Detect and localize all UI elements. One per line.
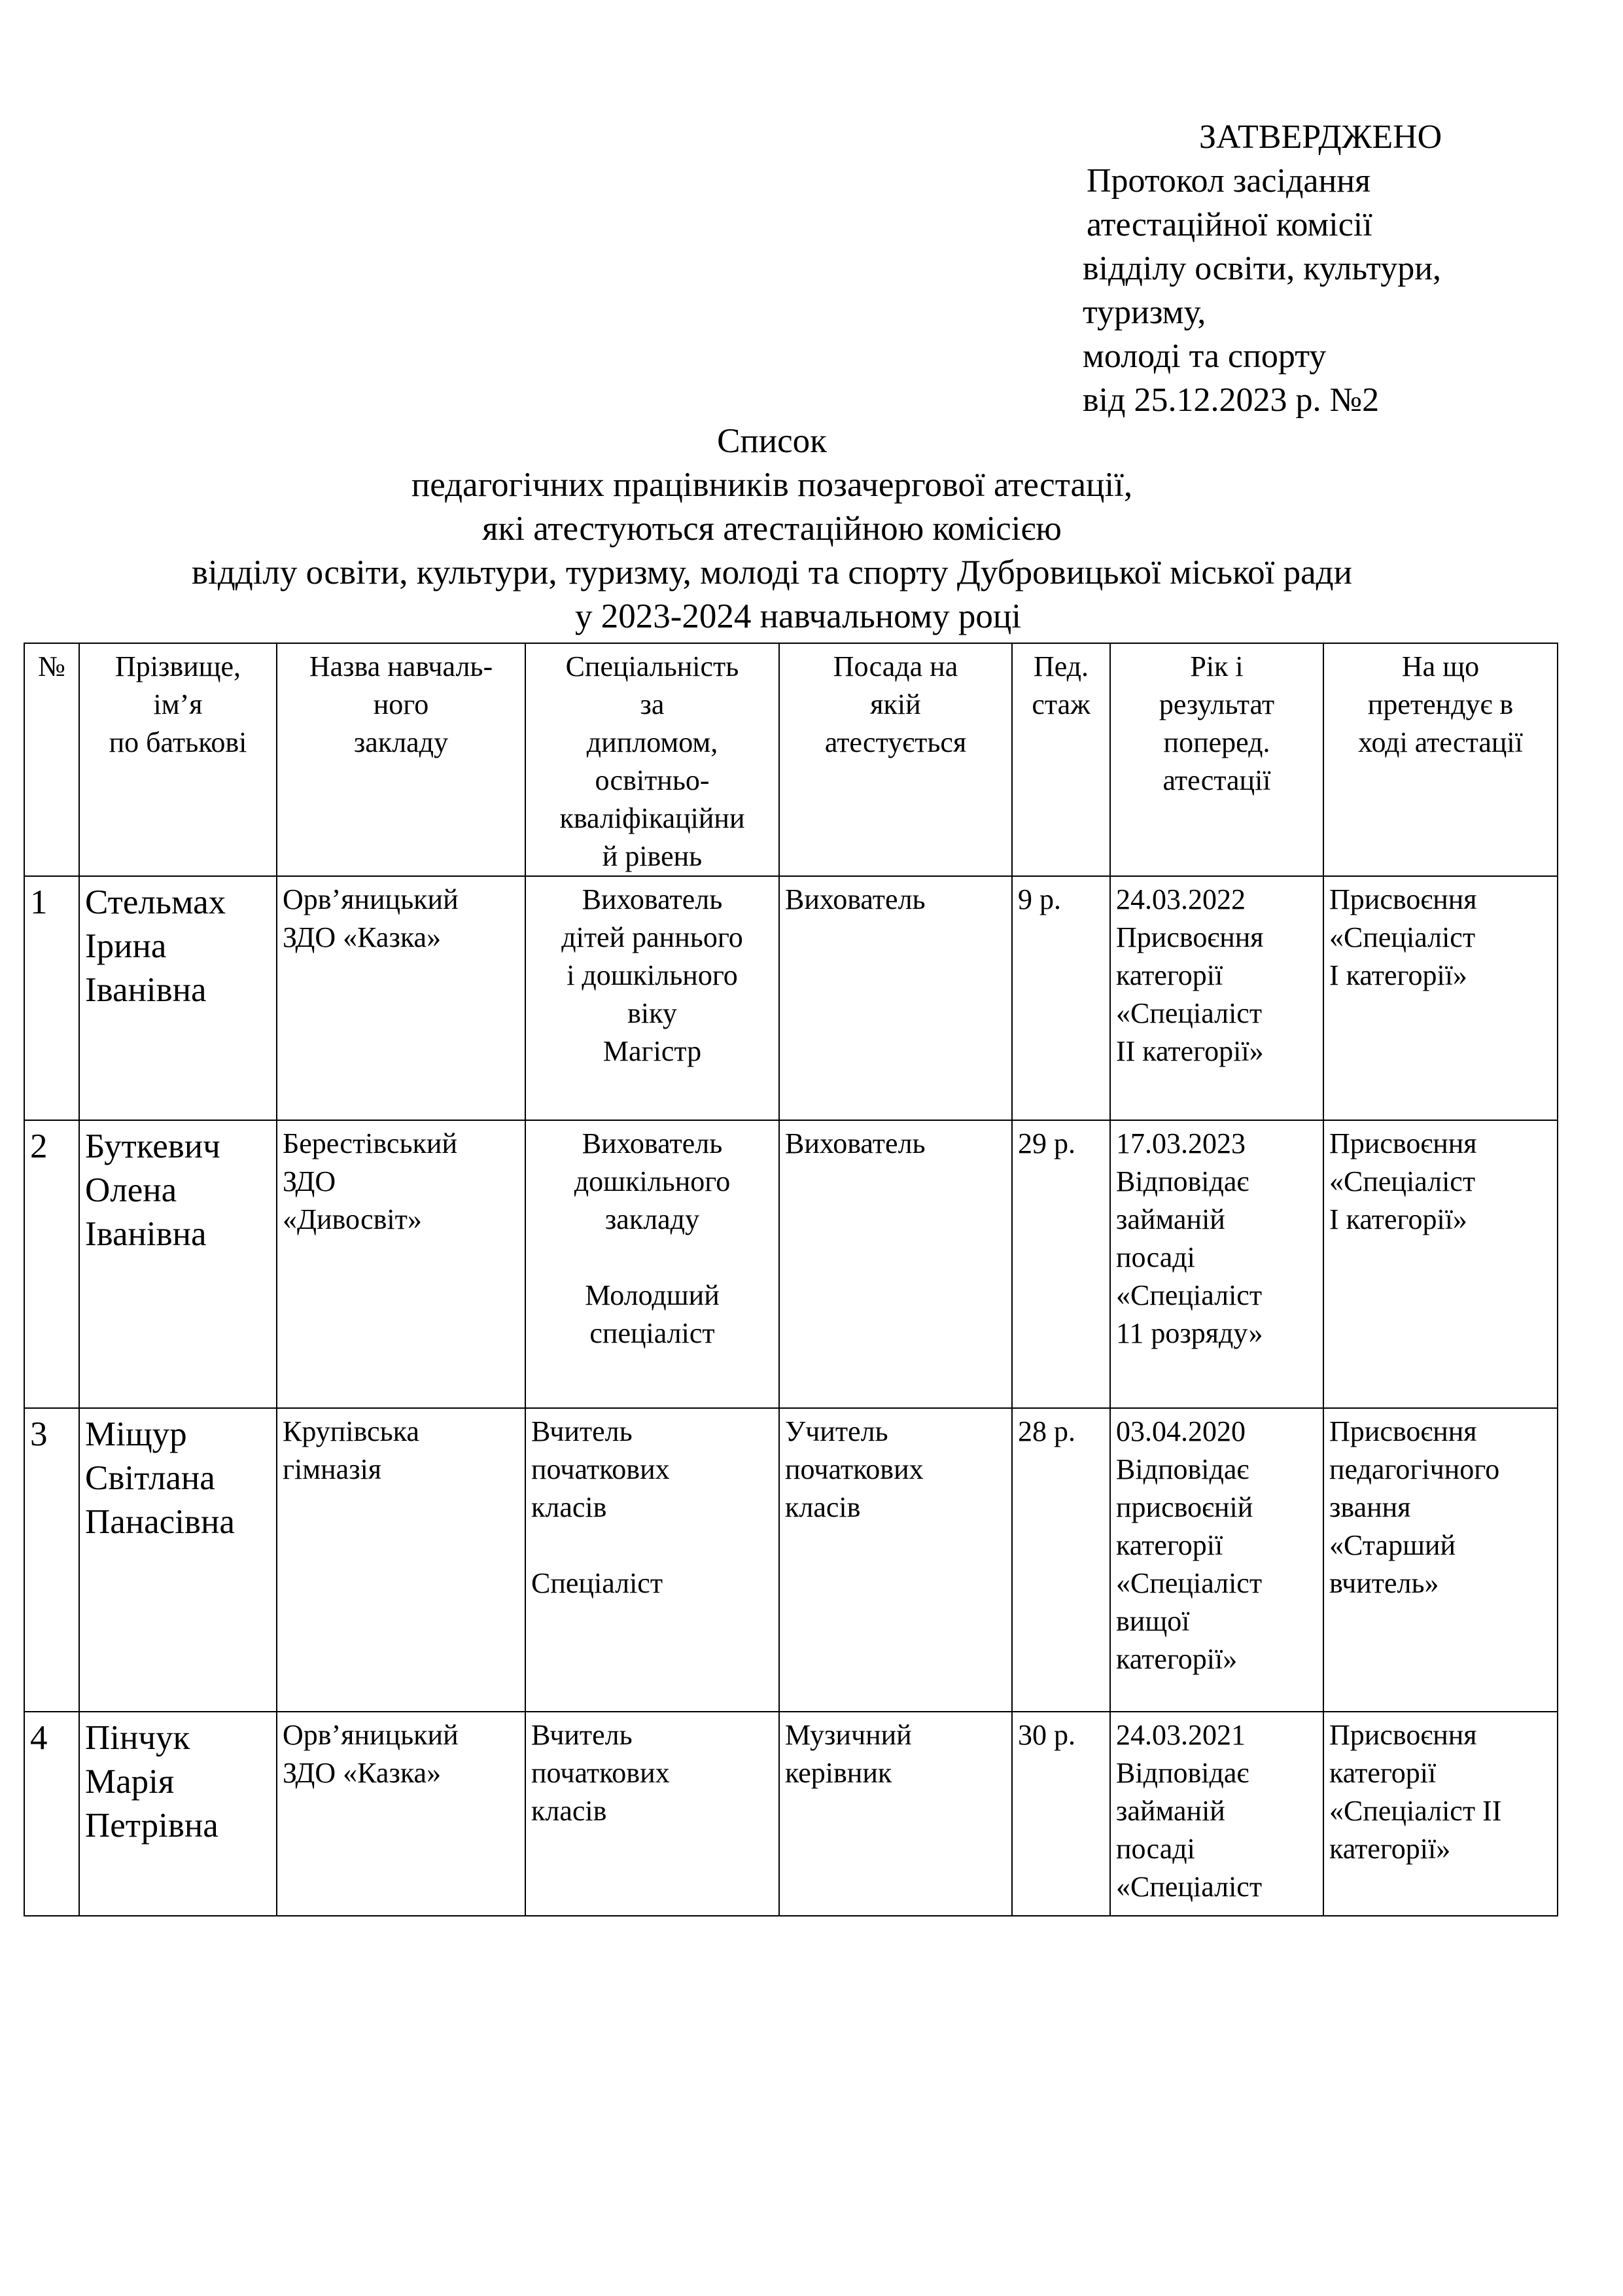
cell-specialty <box>525 1408 779 1712</box>
cell-line: 28 р. <box>1018 1415 1075 1447</box>
cell-line: кваліфікаційни <box>559 802 745 834</box>
cell-line: за <box>640 688 665 720</box>
cell-line: ЗДО «Казка» <box>283 1757 442 1789</box>
cell-line: вищої <box>1116 1605 1190 1637</box>
cell-line: Присвоєння <box>1329 1719 1477 1751</box>
cell-line: Ірина <box>85 927 167 965</box>
cell-line: Олена <box>85 1171 177 1209</box>
cell-number <box>24 876 79 1120</box>
cell-line: Присвоєння <box>1329 883 1477 915</box>
cell-line: дітей раннього <box>561 921 743 953</box>
cell-line: атестації <box>1162 764 1271 796</box>
cell-line: присвоєній <box>1116 1491 1253 1523</box>
heading-line: відділу освіти, культури, туризму, молоді та спорту Дубровицької міської ради <box>192 554 1352 592</box>
cell-line: категорії <box>1116 1529 1223 1561</box>
cell-line: звання <box>1329 1491 1411 1523</box>
cell-line: ході атестації <box>1358 726 1523 758</box>
cell-line: Світлана <box>85 1459 215 1497</box>
cell-line: Іванівна <box>85 971 207 1009</box>
cell-line: дипломом, <box>586 726 718 758</box>
cell-line: гімназія <box>283 1453 382 1485</box>
cell-line: віку <box>627 997 677 1029</box>
heading-line: педагогічних працівників позачергової атестації, <box>411 466 1133 504</box>
cell-line: Спеціальність <box>565 650 739 682</box>
table-row <box>24 1712 1558 1916</box>
header-position <box>779 643 1012 876</box>
cell-line: Орв’яницький <box>283 883 459 915</box>
cell-line: Рік і <box>1190 650 1244 682</box>
cell-line: Стельмах <box>85 883 226 921</box>
document-heading <box>0 419 1544 639</box>
cell-line: результат <box>1159 688 1275 720</box>
cell-position <box>779 876 1012 1120</box>
cell-school <box>277 1120 525 1408</box>
cell-line: освітньо- <box>595 764 710 796</box>
cell-line: Молодший <box>585 1279 720 1311</box>
cell-line: ім’я <box>153 688 203 720</box>
cell-line: 17.03.2023 <box>1116 1127 1246 1159</box>
cell-previous-attestation <box>1110 876 1323 1120</box>
cell-previous-attestation <box>1110 1712 1323 1916</box>
cell-line: «Спеціаліст <box>1116 1871 1263 1903</box>
cell-line: початкових <box>531 1757 670 1789</box>
header-number <box>24 643 79 876</box>
heading-line: які атестуються атестаційною комісією <box>482 510 1062 548</box>
cell-line: і дошкільного <box>567 959 738 991</box>
cell-line: Пед. <box>1033 650 1089 682</box>
cell-claim <box>1323 1408 1558 1712</box>
cell-line: «Дивосвіт» <box>283 1203 422 1235</box>
cell-line: закладу <box>604 1203 700 1235</box>
cell-number <box>24 1120 79 1408</box>
cell-full-name <box>79 1120 277 1408</box>
cell-line: ІІ категорії» <box>1116 1035 1264 1067</box>
cell-specialty <box>525 1712 779 1916</box>
approval-protocol-date: від 25.12.2023 р. №2 <box>1083 381 1380 419</box>
cell-line: Вихователь <box>785 1127 926 1159</box>
cell-line: категорії» <box>1329 1833 1451 1865</box>
cell-number <box>24 1408 79 1712</box>
row-number: 2 <box>30 1127 48 1165</box>
cell-line: Присвоєння <box>1329 1127 1477 1159</box>
cell-line: Вихователь <box>582 883 723 915</box>
cell-previous-attestation <box>1110 1408 1323 1712</box>
cell-line: Петрівна <box>85 1807 218 1845</box>
approval-line: атестаційної комісії <box>1087 206 1372 243</box>
cell-experience <box>1012 1120 1110 1408</box>
cell-line: Міщур <box>85 1415 187 1453</box>
cell-line: посаді <box>1116 1833 1195 1865</box>
cell-line: категорії <box>1116 959 1223 991</box>
cell-line: Присвоєння <box>1116 921 1264 953</box>
cell-line: ЗДО <box>283 1165 336 1197</box>
header-specialty <box>525 643 779 876</box>
cell-line: спеціаліст <box>589 1317 715 1349</box>
cell-line: Орв’яницький <box>283 1719 459 1751</box>
cell-line: Пінчук <box>85 1719 190 1757</box>
cell-line: Берестівський <box>283 1127 457 1159</box>
cell-school <box>277 876 525 1120</box>
cell-line: Буткевич <box>85 1127 220 1165</box>
cell-line: категорії <box>1329 1757 1437 1789</box>
cell-line: педагогічного <box>1329 1453 1500 1485</box>
cell-line: 24.03.2022 <box>1116 883 1246 915</box>
cell-line: закладу <box>353 726 449 758</box>
header-full-name <box>79 643 277 876</box>
approval-block <box>1083 115 1580 422</box>
heading-line: у 2023-2024 навчальному році <box>574 597 1022 635</box>
cell-line: Назва навчаль- <box>309 650 493 682</box>
cell-line: й рівень <box>602 840 703 872</box>
approval-line: Протокол засідання <box>1087 162 1371 200</box>
cell-line: класів <box>531 1491 607 1523</box>
cell-line: «Спеціаліст <box>1329 921 1476 953</box>
cell-line: Відповідає <box>1116 1757 1249 1789</box>
approval-line: туризму, <box>1083 294 1206 331</box>
cell-full-name <box>79 1408 277 1712</box>
cell-line: «Спеціаліст ІІ <box>1329 1795 1502 1827</box>
cell-line: 9 р. <box>1018 883 1061 915</box>
cell-line: «Спеціаліст <box>1329 1165 1476 1197</box>
cell-line: № <box>38 650 65 682</box>
cell-line: І категорії» <box>1329 959 1467 991</box>
cell-line: Панасівна <box>85 1503 235 1541</box>
cell-line: Учитель <box>785 1415 888 1447</box>
cell-line: Вихователь <box>582 1127 723 1159</box>
cell-line: 24.03.2021 <box>1116 1719 1246 1751</box>
cell-line: займаній <box>1116 1203 1225 1235</box>
table-header-row <box>24 643 1558 876</box>
cell-line: Вихователь <box>785 883 926 915</box>
cell-specialty <box>525 1120 779 1408</box>
cell-line: «Старший <box>1329 1529 1456 1561</box>
cell-position <box>779 1712 1012 1916</box>
cell-line: Присвоєння <box>1329 1415 1477 1447</box>
cell-line: категорії» <box>1116 1643 1238 1675</box>
cell-line: 11 розряду» <box>1116 1317 1263 1349</box>
cell-line: 30 р. <box>1018 1719 1075 1751</box>
cell-specialty <box>525 876 779 1120</box>
cell-line: вчитель» <box>1329 1567 1439 1599</box>
cell-line: по батькові <box>109 726 247 758</box>
cell-position <box>779 1408 1012 1712</box>
cell-line: Музичний <box>785 1719 912 1751</box>
header-experience <box>1012 643 1110 876</box>
cell-position <box>779 1120 1012 1408</box>
attestation-table <box>24 643 1558 1916</box>
cell-line: Марія <box>85 1763 175 1801</box>
cell-line: дошкільного <box>574 1165 731 1197</box>
cell-line <box>531 1527 773 1564</box>
cell-school <box>277 1408 525 1712</box>
cell-full-name <box>79 1712 277 1916</box>
cell-line: початкових <box>531 1453 670 1485</box>
table-body <box>24 876 1558 1916</box>
cell-line: ЗДО «Казка» <box>283 921 442 953</box>
cell-line: Іванівна <box>85 1215 207 1253</box>
cell-line: посаді <box>1116 1241 1195 1273</box>
cell-line: класів <box>785 1491 861 1523</box>
row-number: 4 <box>30 1719 48 1757</box>
cell-line: класів <box>531 1795 607 1827</box>
cell-line: Крупівська <box>283 1415 419 1447</box>
cell-experience <box>1012 876 1110 1120</box>
cell-full-name <box>79 876 277 1120</box>
cell-line: «Спеціаліст <box>1116 997 1263 1029</box>
cell-line: Магістр <box>602 1035 702 1067</box>
header-school <box>277 643 525 876</box>
row-number: 1 <box>30 883 48 921</box>
row-number: 3 <box>30 1415 48 1453</box>
cell-line: 03.04.2020 <box>1116 1415 1246 1447</box>
cell-line: І категорії» <box>1329 1203 1467 1235</box>
cell-line: Відповідає <box>1116 1165 1249 1197</box>
cell-line: займаній <box>1116 1795 1225 1827</box>
cell-claim <box>1323 876 1558 1120</box>
cell-line: «Спеціаліст <box>1116 1279 1263 1311</box>
approval-line: молоді та спорту <box>1083 338 1327 375</box>
cell-line: Вчитель <box>531 1719 633 1751</box>
cell-claim <box>1323 1120 1558 1408</box>
cell-line: претендує в <box>1367 688 1514 720</box>
cell-line: «Спеціаліст <box>1116 1567 1263 1599</box>
cell-line: стаж <box>1032 688 1091 720</box>
cell-previous-attestation <box>1110 1120 1323 1408</box>
cell-line: Спеціаліст <box>531 1567 663 1599</box>
cell-line: Прізвище, <box>114 650 241 682</box>
cell-line: Вчитель <box>531 1415 633 1447</box>
cell-line: Посада на <box>833 650 958 682</box>
header-claim <box>1323 643 1558 876</box>
cell-line: Відповідає <box>1116 1453 1249 1485</box>
approval-line: відділу освіти, культури, <box>1083 250 1442 287</box>
table-row <box>24 1120 1558 1408</box>
table-row <box>24 876 1558 1120</box>
cell-line: початкових <box>785 1453 924 1485</box>
cell-claim <box>1323 1712 1558 1916</box>
cell-line <box>531 1239 773 1277</box>
cell-line: атестується <box>824 726 967 758</box>
cell-line: На що <box>1401 650 1480 682</box>
cell-line: якій <box>870 688 921 720</box>
cell-line: 29 р. <box>1018 1127 1075 1159</box>
cell-school <box>277 1712 525 1916</box>
cell-number <box>24 1712 79 1916</box>
cell-experience <box>1012 1408 1110 1712</box>
cell-line: ного <box>373 688 429 720</box>
cell-experience <box>1012 1712 1110 1916</box>
cell-line: поперед. <box>1163 726 1270 758</box>
document-title: Список <box>717 422 827 460</box>
approval-title: ЗАТВЕРДЖЕНО <box>1199 118 1442 156</box>
cell-line: керівник <box>785 1757 892 1789</box>
header-previous-attestation <box>1110 643 1323 876</box>
table-row <box>24 1408 1558 1712</box>
